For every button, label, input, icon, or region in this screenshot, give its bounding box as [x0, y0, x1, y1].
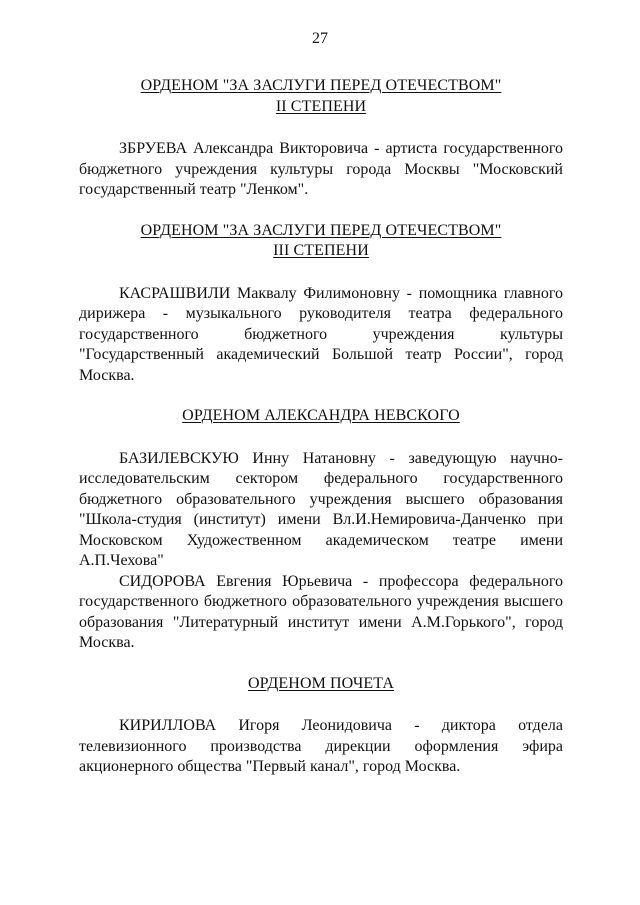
award-entry: КИРИЛЛОВА Игоря Леонидовича - диктора отдела телевизионного производства дирекции оформления эфира акционерного общества "Первый канал", город Москва. [79, 717, 563, 775]
heading-line: ОРДЕНОМ АЛЕКСАНДРА НЕВСКОГО [182, 407, 460, 424]
heading-line: III СТЕПЕНИ [273, 242, 369, 259]
award-entry: СИДОРОВА Евгения Юрьевича - профессора федерального государственного бюджетного образовательного учреждения высшего образования "Литературный институт имени А.М.Горького", город Москва. [79, 572, 563, 651]
heading-line: ОРДЕНОМ "ЗА ЗАСЛУГИ ПЕРЕД ОТЕЧЕСТВОМ" [140, 221, 502, 239]
heading-line: ОРДЕНОМ ПОЧЕТА [247, 674, 395, 692]
heading-line: ОРДЕНОМ "ЗА ЗАСЛУГИ ПЕРЕД ОТЕЧЕСТВОМ" [140, 77, 502, 94]
award-entry: ЗБРУЕВА Александра Викторовича - артиста государственного бюджетного учреждения культуры города Москвы "Московский государственный театр "Ленком". [79, 140, 563, 198]
section-heading-order-merit-3 [79, 221, 563, 262]
section-heading-order-honor [79, 674, 563, 695]
document-body [79, 76, 563, 778]
page-number: 27 [312, 30, 328, 47]
heading-line: II СТЕПЕНИ [275, 97, 367, 115]
section-heading-order-merit-2 [79, 76, 563, 117]
section-heading-order-nevsky [79, 406, 563, 427]
award-entry: КАСРАШВИЛИ Маквалу Филимоновну - помощника главного дирижера - музыкального руководителя театра федерального государственного бюджетного учреждения культуры "Государственный академический Большой театр России", город Москва. [79, 284, 563, 384]
award-entry: БАЗИЛЕВСКУЮ Инну Натановну - заведующую научно-исследовательским сектором федерального государственного бюджетного образовательного учреждения высшего образования "Школа-студия (институт) имени Вл.И.Немировича-Данченко при Московском Художественном академическом театре имени А.П.Чехова" [79, 449, 563, 569]
